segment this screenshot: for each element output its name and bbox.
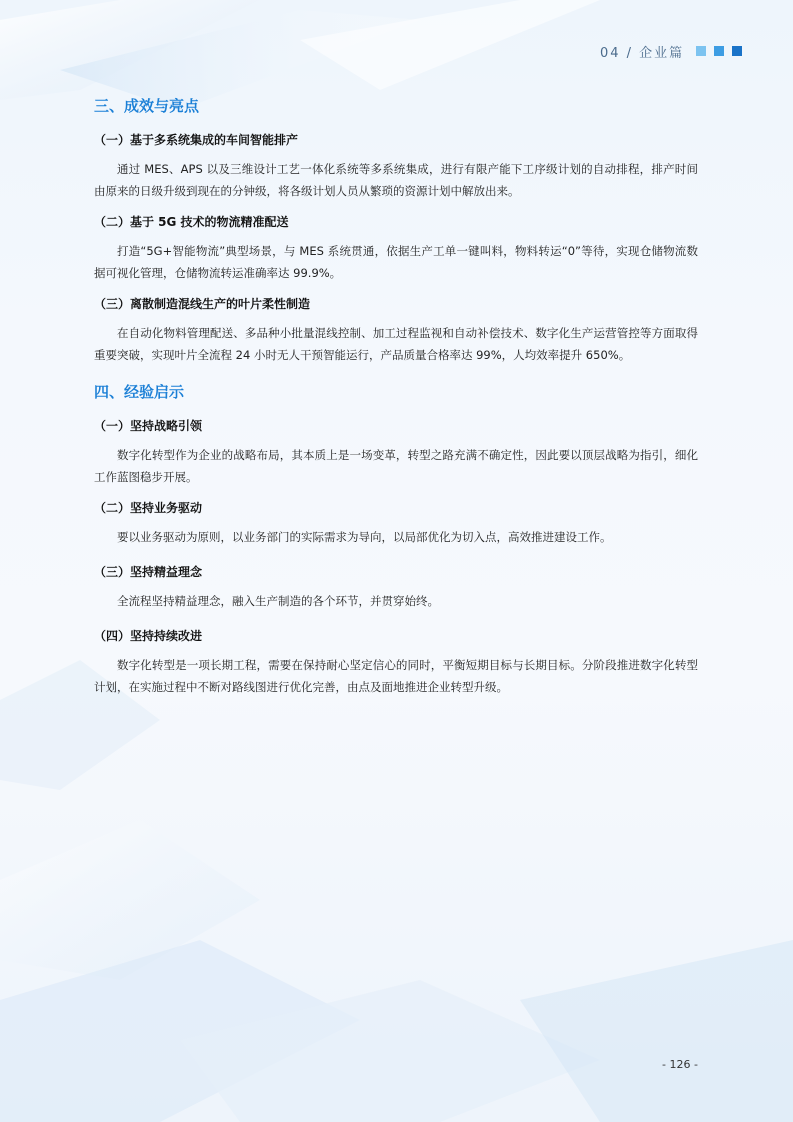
paragraph: 要以业务驱动为原则，以业务部门的实际需求为导向，以局部优化为切入点，高效推进建设工作。 <box>117 530 612 544</box>
subsection-heading: （二）基于 5G 技术的物流精准配送 <box>94 215 289 229</box>
subsection-heading: （一）坚持战略引领 <box>94 419 203 433</box>
main-content <box>94 94 698 698</box>
header-square-2 <box>714 46 724 56</box>
section-title: 四、经验启示 <box>94 383 185 401</box>
paragraph: 数字化转型作为企业的战略布局，其本质上是一场变革，转型之路充满不确定性，因此要以顶层战略为指引，细化工作蓝图稳步开展。 <box>94 448 698 484</box>
subsection-heading: （三）坚持精益理念 <box>94 565 203 579</box>
header-square-3 <box>732 46 742 56</box>
subsection-heading: （二）坚持业务驱动 <box>94 501 203 515</box>
page-number: - 126 - <box>662 1058 698 1071</box>
paragraph: 打造“5G+智能物流”典型场景，与 MES 系统贯通，依据生产工单一键叫料，物料转运“0”等待，实现仓储物流数据可视化管理，仓储物流转运准确率达 99.9%。 <box>94 244 698 280</box>
subsection-heading: （一）基于多系统集成的车间智能排产 <box>94 133 299 147</box>
section-title: 三、成效与亮点 <box>94 97 200 115</box>
page-header <box>600 42 760 60</box>
subsection-heading: （三）离散制造混线生产的叶片柔性制造 <box>94 297 311 311</box>
subsection-heading: （四）坚持持续改进 <box>94 629 203 643</box>
paragraph: 在自动化物料管理配送、多品种小批量混线控制、加工过程监视和自动补偿技术、数字化生产运营管控等方面取得重要突破，实现叶片全流程 24 小时无人干预智能运行，产品质量合格率达 99%，人均效率提升 650%。 <box>94 326 698 362</box>
paragraph: 通过 MES、APS 以及三维设计工艺一体化系统等多系统集成，进行有限产能下工序级计划的自动排程，排产时间由原来的日级升级到现在的分钟级，将各级计划人员从繁琐的资源计划中解放出来。 <box>94 162 698 198</box>
paragraph: 全流程坚持精益理念，融入生产制造的各个环节，并贯穿始终。 <box>117 594 439 608</box>
chapter-label: 04 / 企业篇 <box>600 45 685 61</box>
header-square-1 <box>696 46 706 56</box>
paragraph: 数字化转型是一项长期工程，需要在保持耐心坚定信心的同时，平衡短期目标与长期目标。分阶段推进数字化转型计划，在实施过程中不断对路线图进行优化完善，由点及面地推进企业转型升级。 <box>94 658 698 694</box>
